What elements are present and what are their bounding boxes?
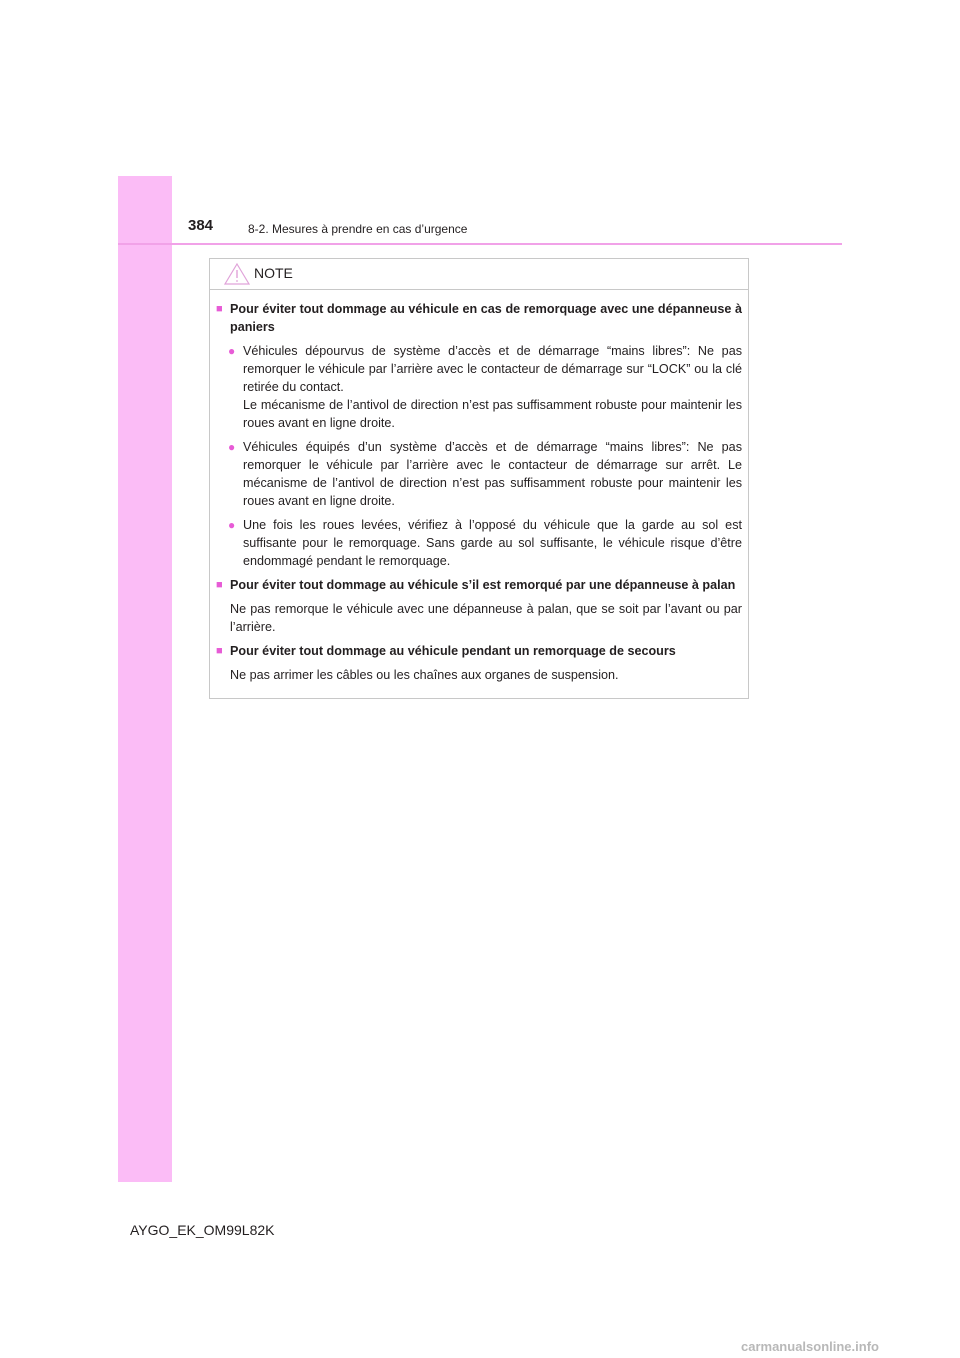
- side-color-strip: [118, 176, 172, 1182]
- list-item-text: Une fois les roues levées, vérifiez à l’opposé du véhicule que la garde au sol est suffisante pour le remorquage. Sans garde au sol suffisante, le véhicule risque d’être endommagé pendant le remorquage.: [243, 518, 742, 568]
- note-section: [216, 642, 742, 660]
- page-number: 384: [188, 217, 214, 234]
- footer-document-code: AYGO_EK_OM99L82K: [130, 1222, 275, 1238]
- list-item-text: Véhicules dépourvus de système d’accès et de démarrage “mains libres”: Ne pas remorquer le véhicule par l’arrière avec le contacteur de démarrage sur “LOCK” ou la clé retirée du contact.: [243, 344, 742, 394]
- circle-bullet-icon: ●: [228, 440, 236, 454]
- section-heading: Pour éviter tout dommage au véhicule s’il est remorqué par une dépanneuse à palan: [230, 578, 736, 592]
- watermark: carmanualsonline.info: [741, 1339, 879, 1354]
- section-heading: Pour éviter tout dommage au véhicule pendant un remorquage de secours: [230, 644, 676, 658]
- list-item-text: Le mécanisme de l’antivol de direction n’est pas suffisamment robuste pour maintenir les roues avant en ligne droite.: [243, 398, 742, 430]
- note-label: NOTE: [254, 265, 293, 281]
- square-bullet-icon: ■: [216, 645, 223, 657]
- section-heading: Pour éviter tout dommage au véhicule en cas de remorquage avec une dépanneuse à paniers: [230, 302, 742, 334]
- note-section: [216, 300, 742, 336]
- list-item: [216, 516, 742, 570]
- circle-bullet-icon: ●: [228, 518, 236, 532]
- note-body: [210, 290, 748, 684]
- circle-bullet-icon: ●: [228, 344, 236, 358]
- square-bullet-icon: ■: [216, 579, 223, 591]
- header-rule: [118, 243, 842, 245]
- note-box: [209, 258, 749, 699]
- list-item: [216, 342, 742, 432]
- note-header: [210, 259, 748, 290]
- list-item-text: Véhicules équipés d’un système d’accès et de démarrage “mains libres”: Ne pas remorquer le véhicule par l’arrière avec le contacteur de démarrage sur arrêt. Le mécanisme de l’antivol de direction n’est pas suffisamment robuste pour maintenir les roues avant en ligne droite.: [243, 440, 742, 508]
- warning-triangle-icon: [224, 263, 250, 285]
- list-item: [216, 438, 742, 510]
- note-section: [216, 576, 742, 594]
- section-title: 8-2. Mesures à prendre en cas d’urgence: [248, 222, 468, 236]
- square-bullet-icon: ■: [216, 303, 223, 315]
- section-text: Ne pas remorque le véhicule avec une dépanneuse à palan, que se soit par l’avant ou par l’arrière.: [230, 602, 742, 634]
- section-text: Ne pas arrimer les câbles ou les chaînes aux organes de suspension.: [230, 668, 619, 682]
